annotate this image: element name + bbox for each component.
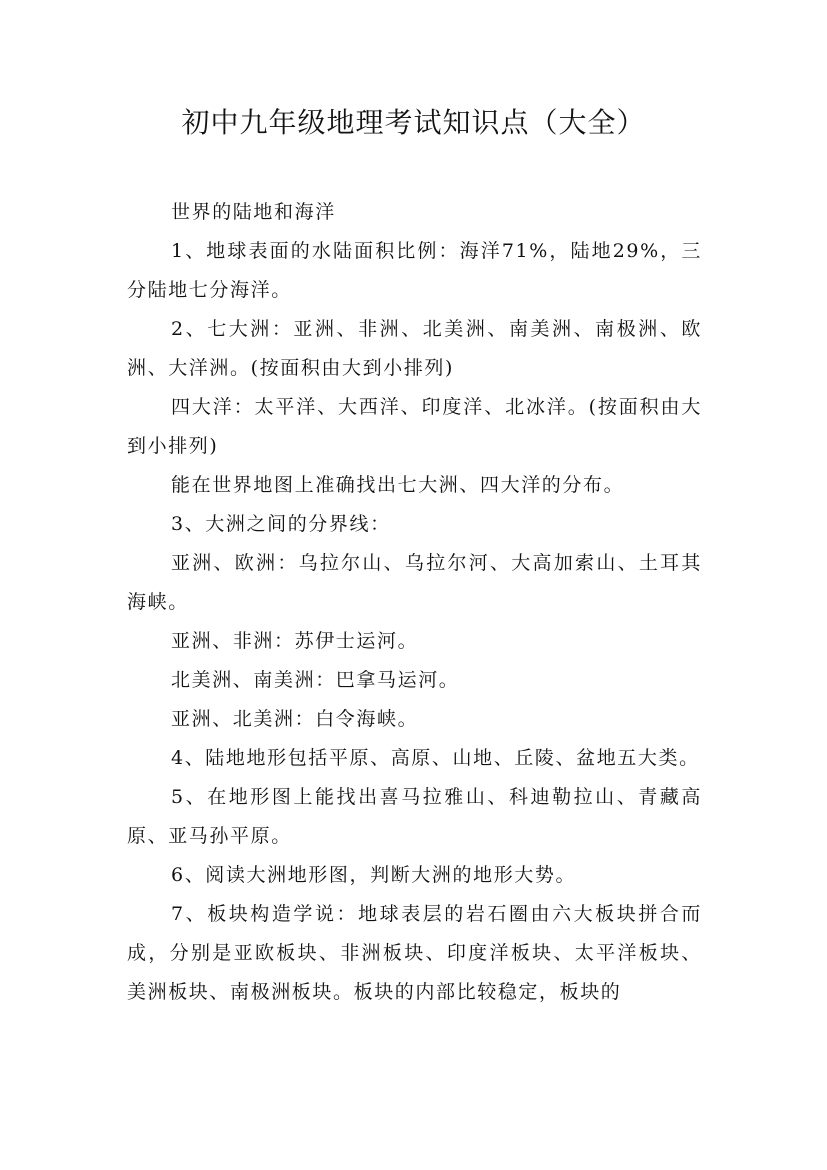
paragraph: 能在世界地图上准确找出七大洲、四大洋的分布。	[171, 474, 625, 496]
document-body	[127, 193, 702, 1012]
paragraph: 四大洋：太平洋、大西洋、印度洋、北冰洋。(按面积由大到小排列)	[127, 396, 702, 457]
paragraph: 1、地球表面的水陆面积比例：海洋71%，陆地29%，三分陆地七分海洋。	[127, 240, 702, 301]
section-heading: 世界的陆地和海洋	[171, 201, 336, 223]
paragraph: 5、在地形图上能找出喜马拉雅山、科迪勒拉山、青藏高原、亚马孙平原。	[127, 786, 702, 847]
paragraph: 2、七大洲：亚洲、非洲、北美洲、南美洲、南极洲、欧洲、大洋洲。(按面积由大到小排列)	[127, 318, 702, 379]
paragraph: 7、板块构造学说：地球表层的岩石圈由六大板块拼合而成，分别是亚欧板块、非洲板块、印度洋板块、太平洋板块、美洲板块、南极洲板块。板块的内部比较稳定，板块的	[127, 903, 702, 1003]
paragraph: 亚洲、北美洲：白令海峡。	[171, 708, 419, 730]
paragraph: 3、大洲之间的分界线：	[171, 513, 391, 535]
paragraph: 6、阅读大洲地形图，判断大洲的地形大势。	[171, 864, 577, 886]
document-title: 初中九年级地理考试知识点（大全）	[181, 106, 646, 139]
paragraph: 亚洲、欧洲：乌拉尔山、乌拉尔河、大高加索山、土耳其海峡。	[127, 552, 702, 613]
paragraph: 4、陆地地形包括平原、高原、山地、丘陵、盆地五大类。	[171, 747, 700, 769]
paragraph: 亚洲、非洲：苏伊士运河。	[171, 630, 419, 652]
paragraph: 北美洲、南美洲：巴拿马运河。	[171, 669, 460, 691]
